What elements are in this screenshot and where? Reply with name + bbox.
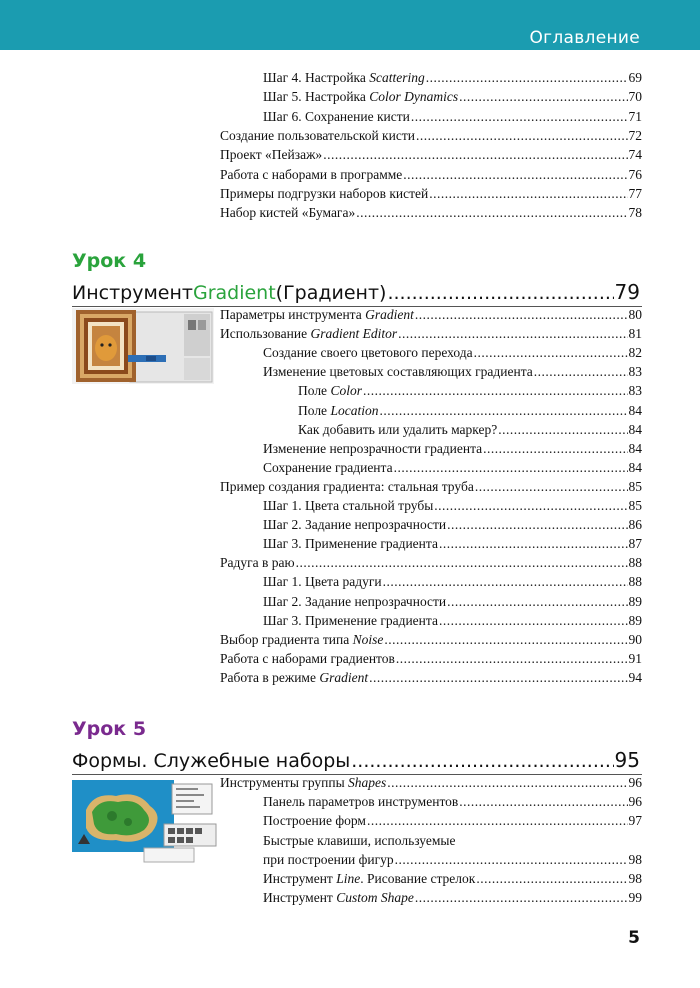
lesson-4-title-post: (Градиент): [275, 282, 387, 304]
toc-entry-title: [263, 87, 458, 106]
toc-entry-page: 89: [628, 593, 642, 609]
leader-dots: [475, 477, 628, 496]
toc-entry-title: [220, 145, 322, 164]
toc-entry[interactable]: [263, 496, 642, 515]
toc-entry-title-pre: Изменение цветовых составляющих градиента: [263, 364, 533, 380]
toc-entry[interactable]: [220, 668, 642, 687]
toc-entry-title-pre: Инструмент: [263, 890, 337, 906]
toc-entry-title-pre: Быстрые клавиши, используемые: [263, 832, 456, 848]
lesson-5-rule: [72, 774, 642, 775]
toc-entry[interactable]: [263, 68, 642, 87]
page-number: 5: [628, 928, 640, 948]
toc-entry-title-pre: Сохранение градиента: [263, 459, 393, 475]
toc-entry-title-pre: Инструменты группы: [220, 775, 349, 790]
toc-entry-title-pre: Шаг 2. Задание непрозрачности: [263, 593, 447, 609]
toc-entry-title-pre: Построение форм: [263, 813, 366, 829]
leader-dots: [296, 553, 628, 572]
toc-entry-title: [263, 362, 533, 381]
leader-dots: [394, 458, 628, 477]
toc-entry-title-it: Custom Shape: [336, 890, 414, 906]
toc-entry-page: 80: [628, 307, 642, 322]
toc-entry-title-pre: Работа с наборами градиентов: [220, 650, 395, 666]
toc-entry-title: [263, 343, 473, 362]
toc-entry-page: 72: [628, 127, 642, 143]
toc-entry-title: [263, 811, 366, 830]
toc-entry-title-it: Scattering: [369, 70, 425, 85]
toc-entry-page: 86: [628, 517, 642, 533]
leader-dots: [383, 572, 628, 591]
toc-entry-title: [263, 869, 475, 888]
toc-entry-page: 87: [628, 536, 642, 552]
leader-dots: [459, 87, 627, 106]
toc-entry-title-pre: Работа в режиме: [220, 669, 320, 685]
leader-dots: [416, 126, 628, 145]
toc-entry-page: 94: [628, 669, 642, 685]
leader-dots: [426, 68, 628, 87]
toc-entry-title-pre: Примеры подгрузки наборов кистей: [220, 185, 429, 201]
toc-entry-page: 71: [628, 108, 642, 124]
lesson-4-title[interactable]: [72, 280, 640, 304]
toc-entry-title: [263, 107, 410, 126]
toc-entry[interactable]: [263, 611, 642, 630]
leader-dots: [447, 592, 627, 611]
toc-entry[interactable]: [298, 420, 642, 439]
toc-entry-title: [220, 184, 428, 203]
toc-entry-page: 98: [628, 851, 642, 867]
toc-entry-title: [220, 630, 383, 649]
leader-dots: [356, 203, 627, 222]
toc-entry-title-pre: Выбор градиента типа: [220, 631, 353, 647]
leader-dots: [459, 792, 627, 811]
toc-entry-title-pre: Шаг 3. Применение градиента: [263, 612, 438, 628]
toc-entry-title-pre: Параметры инструмента: [220, 307, 366, 322]
toc-entry-title: [263, 611, 438, 630]
toc-entry-title-pre: при построении фигур: [263, 851, 394, 867]
toc-entry[interactable]: [220, 145, 642, 164]
page-header-band: [0, 0, 700, 50]
toc-entry-title-pre: Шаг 1. Цвета стальной трубы: [263, 498, 434, 513]
leader-dots: [396, 649, 628, 668]
toc-entry-page: 83: [628, 364, 642, 380]
toc-entry-page: 84: [628, 459, 642, 475]
toc-entry-page: 91: [628, 650, 642, 666]
toc-entry[interactable]: [298, 401, 642, 420]
toc-entry-page: 81: [628, 326, 642, 342]
toc-entry-title-pre: Работа с наборами в программе: [220, 166, 403, 182]
leader-dots: [398, 324, 627, 343]
toc-entry-title: [220, 773, 386, 792]
toc-entry-title-it: Line: [336, 871, 361, 886]
toc-entry-title-pre: Шаг 1. Цвета радуги: [263, 574, 382, 590]
toc-entry-title-pre: Использование: [220, 326, 311, 342]
toc-entry-page: 78: [628, 205, 642, 221]
lesson-5-title[interactable]: [72, 748, 640, 772]
toc-entry-title: [220, 126, 415, 145]
leader-dots: [498, 420, 627, 439]
toc-entry-page: 88: [628, 574, 642, 590]
toc-entry-title-pre: Набор кистей «Бумага»: [220, 205, 356, 221]
toc-entry-title-pre: Панель параметров инструментов: [263, 794, 459, 810]
toc-entry-title-pre: Создание пользовательской кисти: [220, 127, 415, 143]
leader-dots: [474, 343, 628, 362]
lesson-5-page: 95: [614, 748, 640, 772]
toc-entry[interactable]: [263, 458, 642, 477]
toc-entry-title-pre: Поле: [298, 402, 331, 418]
toc-entry-page: 84: [628, 421, 642, 437]
toc-entry[interactable]: [220, 305, 642, 324]
toc-entry-page: 97: [628, 813, 642, 829]
toc-entry[interactable]: [263, 362, 642, 381]
toc-entry[interactable]: [263, 343, 642, 362]
toc-entry-page: 83: [628, 383, 642, 399]
toc-entry-title-pre: Шаг 4. Настройка: [263, 70, 370, 85]
toc-entry-title: [298, 381, 362, 400]
toc-entry[interactable]: [263, 515, 642, 534]
toc-entry-title: [263, 439, 482, 458]
island-map-thumbnail: [72, 780, 218, 864]
lesson-5-label: Урок 5: [72, 718, 147, 740]
leader-dots: [384, 630, 627, 649]
toc-entry[interactable]: [263, 888, 642, 907]
toc-entry-title-it: Gradient: [365, 307, 414, 322]
toc-entry-title-pre: Пример создания градиента: стальная труба: [220, 478, 474, 494]
toc-entry[interactable]: [220, 126, 642, 145]
toc-entry[interactable]: [263, 534, 642, 553]
toc-entry-title-pre: Шаг 2. Задание непрозрачности: [263, 517, 447, 533]
leader-dots: [367, 811, 628, 830]
toc-entry-page: 85: [628, 498, 642, 513]
toc-entry[interactable]: [263, 87, 642, 106]
lesson-4-title-pre: Инструмент: [72, 282, 193, 304]
toc-entry[interactable]: [263, 811, 642, 830]
leader-dots: [415, 305, 628, 324]
toc-entry-title: [220, 477, 474, 496]
leader-dots: [369, 668, 627, 687]
toc-entry-title: [263, 888, 414, 907]
toc-entry[interactable]: [220, 324, 642, 343]
toc-entry[interactable]: [263, 439, 642, 458]
toc-entry-page: 77: [628, 185, 642, 201]
leader-dots: [476, 869, 627, 888]
toc-entry-page: 84: [628, 402, 642, 418]
toc-entry-page: 82: [628, 345, 642, 361]
toc-entry-title: [220, 649, 395, 668]
toc-entry-page: 76: [628, 166, 642, 182]
gradient-editor-thumbnail: [72, 308, 214, 384]
toc-entry-title: [263, 458, 393, 477]
leader-dots: [387, 282, 613, 304]
leader-dots: [434, 496, 627, 515]
leader-dots: [363, 381, 628, 400]
toc-entry-title-pre: Изменение непрозрачности градиента: [263, 440, 483, 456]
toc-entry-title: [220, 203, 355, 222]
toc-entry-title: [220, 668, 368, 687]
toc-entry-page: 88: [628, 555, 642, 571]
toc-entry[interactable]: [220, 630, 642, 649]
leader-dots: [439, 611, 628, 630]
toc-entry[interactable]: [263, 792, 642, 811]
lesson-4-rule: [72, 306, 642, 307]
lesson-4-title-accent: Gradient: [192, 282, 276, 304]
toc-entry[interactable]: [263, 850, 642, 869]
toc-entry[interactable]: [220, 184, 642, 203]
toc-entry-title-it: Shapes: [348, 775, 387, 790]
toc-entry-title-pre: Инструмент: [263, 871, 337, 886]
toc-entry-title-pre: Шаг 3. Применение градиента: [263, 536, 438, 552]
toc-entry-title-pre: Поле: [298, 383, 331, 399]
leader-dots: [379, 401, 627, 420]
toc-entry-title-pre: Проект «Пейзаж»: [220, 147, 323, 163]
toc-entry-title: [263, 572, 382, 591]
toc-entry-page: 89: [628, 612, 642, 628]
leader-dots: [534, 362, 628, 381]
toc-entry-page: 84: [628, 440, 642, 456]
toc-entry-title: [220, 324, 397, 343]
leader-dots: [403, 165, 627, 184]
toc-entry[interactable]: [220, 649, 642, 668]
toc-entry[interactable]: [220, 203, 642, 222]
toc-entry-title: [263, 592, 446, 611]
toc-entry-title-pre: Шаг 6. Сохранение кисти: [263, 108, 410, 124]
toc-entry[interactable]: [220, 553, 642, 572]
toc-entry-title: [263, 534, 438, 553]
leader-dots: [395, 850, 628, 869]
toc-entry-title-it: Gradient: [319, 669, 369, 685]
leader-dots: [483, 439, 627, 458]
toc-entry-title: [220, 165, 402, 184]
toc-entry-page: 85: [628, 478, 642, 494]
toc-entry[interactable]: [298, 381, 642, 400]
toc-entry-title-it: Noise: [352, 631, 384, 647]
toc-entry-title: [220, 305, 414, 324]
toc-entry-title: [263, 850, 394, 869]
lesson-4-page: 79: [614, 280, 640, 304]
leader-dots: [323, 145, 627, 164]
toc-entry-title: [298, 401, 378, 420]
toc-entry-title: [220, 553, 295, 572]
leader-dots: [411, 107, 628, 126]
leader-dots: [387, 773, 627, 792]
toc-entry-page: 70: [628, 89, 642, 105]
toc-entry-title: [263, 496, 433, 515]
toc-entry[interactable]: [220, 773, 642, 792]
toc-entry-title-pre: Как добавить или удалить маркер?: [298, 421, 498, 437]
toc-entry[interactable]: [263, 869, 642, 888]
section-title: Оглавление: [529, 28, 640, 48]
toc-entry-title-it: Color: [330, 383, 362, 399]
toc-entry[interactable]: [263, 107, 642, 126]
toc-entry-page: 96: [628, 775, 642, 790]
leader-dots: [429, 184, 627, 203]
toc-entry-page: 69: [628, 70, 642, 85]
toc-entry-page: 96: [628, 794, 642, 810]
leader-dots: [351, 750, 613, 772]
toc-entry-page: 99: [628, 890, 642, 906]
leader-dots: [415, 888, 628, 907]
lesson-4-label: Урок 4: [72, 250, 147, 272]
toc-entry-title-it: Color Dynamics: [369, 89, 459, 105]
toc-entry[interactable]: [263, 831, 642, 850]
toc-entry-title: [263, 792, 458, 811]
toc-entry[interactable]: [263, 592, 642, 611]
toc-entry[interactable]: [220, 477, 642, 496]
toc-entry-title-pre: Шаг 5. Настройка: [263, 89, 370, 105]
toc-entry-title: [263, 515, 446, 534]
toc-entry-title-it: Location: [330, 402, 379, 418]
toc-entry-page: 74: [628, 147, 642, 163]
toc-entry-title-pre: Создание своего цветового перехода: [263, 345, 473, 361]
toc-entry-title-pre: Радуга в раю: [220, 555, 295, 571]
toc-entry-title: [263, 68, 425, 87]
toc-entry-title-post: . Рисование стрелок: [360, 871, 476, 886]
leader-dots: [439, 534, 628, 553]
lesson-5-title-text: Формы. Служебные наборы: [72, 750, 351, 772]
toc-entry-title: [263, 831, 455, 850]
leader-dots: [447, 515, 627, 534]
toc-entry-page: 90: [628, 631, 642, 647]
toc-entry-page: 98: [628, 871, 642, 886]
toc-entry[interactable]: [220, 165, 642, 184]
toc-entry-title: [298, 420, 497, 439]
toc-entry-title-it: Gradient Editor: [310, 326, 398, 342]
toc-entry[interactable]: [263, 572, 642, 591]
